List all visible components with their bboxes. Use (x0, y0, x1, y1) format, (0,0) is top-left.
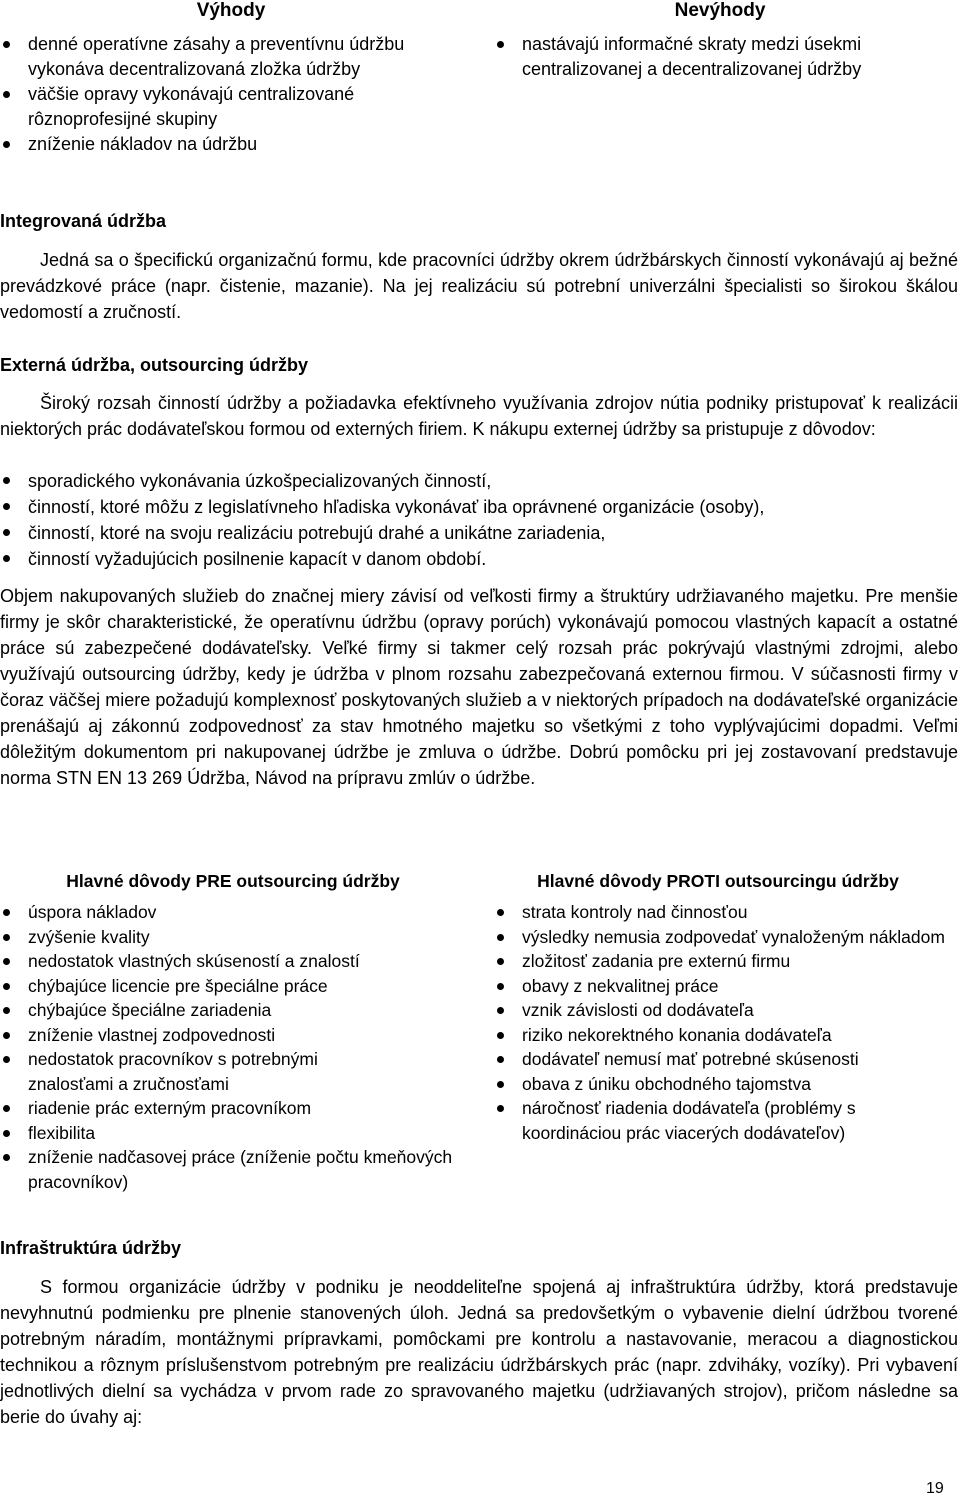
list-item: chýbajúce špeciálne zariadenia (0, 998, 456, 1023)
con-outsourcing-header: Hlavné dôvody PROTI outsourcingu údržby (537, 871, 899, 891)
external-body: Objem nakupovaných služieb do značnej miery závisí od veľkosti firmy a štruktúry udržiavaného majetku. Pre menšie firmy je skôr charakteristické, že operatívnu údržbu (opravy porúch) vykonávajú pomocou vlastných kapacít a ostatné práce sú zabezpečené dodávateľsky. Veľké firmy si takmer celý rozsah prác pokrývajú vlastnými zdrojmi, alebo využívajú outsourcing údržby, kedy je údržba v plnom rozsahu zabezpečovaná externou firmou. V súčasnosti firmy v čoraz väčšej miere požadujú komplexnosť poskytovaných služieb a v niektorých prípadoch na dodávateľské organizácie prenášajú aj zákonnú zodpovednosť za stav hmotného majetku so všetkými z toho vyplývajúcimi dopadmi. Veľmi dôležitým dokumentom pri nakupovanej údržbe je zmluva o údržbe. Dobrú pomôcku pri jej zostavovaní predstavuje norma STN EN 13 269 Údržba, Návod na prípravu zmlúv o údržbe. (0, 586, 958, 788)
list-item: činností, ktoré na svoju realizáciu potrebujú drahé a unikátne zariadenia, (0, 520, 958, 546)
advantages-header: Výhody (196, 0, 266, 21)
list-item: úspora nákladov (0, 900, 456, 925)
pro-outsourcing-header: Hlavné dôvody PRE outsourcing údržby (66, 871, 400, 891)
list-item: obava z úniku obchodného tajomstva (494, 1072, 952, 1097)
list-item: nedostatok pracovníkov s potrebnými znalosťami a zručnosťami (0, 1047, 456, 1096)
list-item: zvýšenie kvality (0, 925, 456, 950)
list-item: náročnosť riadenia dodávateľa (problémy s koordináciou prác viacerých dodávateľov) (494, 1096, 952, 1145)
list-item: strata kontroly nad činnosťou (494, 900, 952, 925)
list-item: väčšie opravy vykonávajú centralizované rôznoprofesijné skupiny (0, 82, 452, 132)
con-outsourcing-list (494, 900, 952, 1145)
list-item: zníženie vlastnej zodpovednosti (0, 1023, 456, 1048)
list-item: flexibilita (0, 1121, 456, 1146)
list-item: obavy z nekvalitnej práce (494, 974, 952, 999)
list-item: sporadického vykonávania úzkošpecializovaných činností, (0, 468, 958, 494)
list-item: zníženie nadčasovej práce (zníženie počtu kmeňových pracovníkov) (0, 1145, 456, 1194)
list-item: dodávateľ nemusí mať potrebné skúsenosti (494, 1047, 952, 1072)
list-item: nastávajú informačné skraty medzi úsekmi centralizovanej a decentralizovanej údržby (494, 32, 944, 82)
list-item: činností, ktoré môžu z legislatívneho hľadiska vykonávať iba oprávnené organizácie (osoby), (0, 494, 958, 520)
list-item: riziko nekorektného konania dodávateľa (494, 1023, 952, 1048)
infrastructure-heading: Infraštruktúra údržby (0, 1238, 182, 1258)
list-item: zložitosť zadania pre externú firmu (494, 949, 952, 974)
integrated-heading: Integrovaná údržba (0, 211, 167, 231)
infrastructure-text: S formou organizácie údržby v podniku je neoddeliteľne spojená aj infraštruktúra údržby, ktorá predstavuje nevyhnutnú podmienku pre plnenie stanovených úloh. Jedná sa predovšetkým o vybavenie dielní údržbou tvorené potrebným náradím, montážnymi prípravkami, pomôckami pre kontrolu a nastavovanie, meracou a diagnostickou technikou a rôznym príslušenstvom potrebným pre realizáciu údržbárskych prác (napr. zdviháky, vozíky). Pri vybavení jednotlivých dielní sa vychádza v prvom rade zo spravovaného majetku (udržiavaných strojov), pričom následne sa berie do úvahy aj: (0, 1277, 958, 1427)
external-intro: Široký rozsah činností údržby a požiadavka efektívneho využívania zdrojov nútia podniky pristupovať k realizácii niektorých prác dodávateľskou formou od externých firiem. K nákupu externej údržby sa pristupuje z dôvodov: (0, 393, 958, 439)
external-heading: Externá údržba, outsourcing údržby (0, 355, 309, 375)
list-item: nedostatok vlastných skúseností a znalostí (0, 949, 456, 974)
list-item: riadenie prác externým pracovníkom (0, 1096, 456, 1121)
disadvantages-list (494, 32, 944, 82)
list-item: denné operatívne zásahy a preventívnu údržbu vykonáva decentralizovaná zložka údržby (0, 32, 452, 82)
integrated-text: Jedná sa o špecifickú organizačnú formu, kde pracovníci údržby okrem údržbárskych činností vykonávajú aj bežné prevádzkové práce (napr. čistenie, mazanie). Na jej realizáciu sú potrební univerzálni špecialisti so širokou škálou vedomostí a zručností. (0, 250, 958, 322)
disadvantages-header: Nevýhody (674, 0, 766, 21)
list-item: vznik závislosti od dodávateľa (494, 998, 952, 1023)
list-item: zníženie nákladov na údržbu (0, 132, 452, 157)
advantages-list (0, 32, 452, 157)
page-number: 19 (926, 1480, 944, 1497)
pro-outsourcing-list (0, 900, 456, 1194)
external-reasons-list (0, 468, 958, 572)
list-item: činností vyžadujúcich posilnenie kapacít v danom období. (0, 546, 958, 572)
list-item: chýbajúce licencie pre špeciálne práce (0, 974, 456, 999)
list-item: výsledky nemusia zodpovedať vynaloženým nákladom (494, 925, 952, 950)
